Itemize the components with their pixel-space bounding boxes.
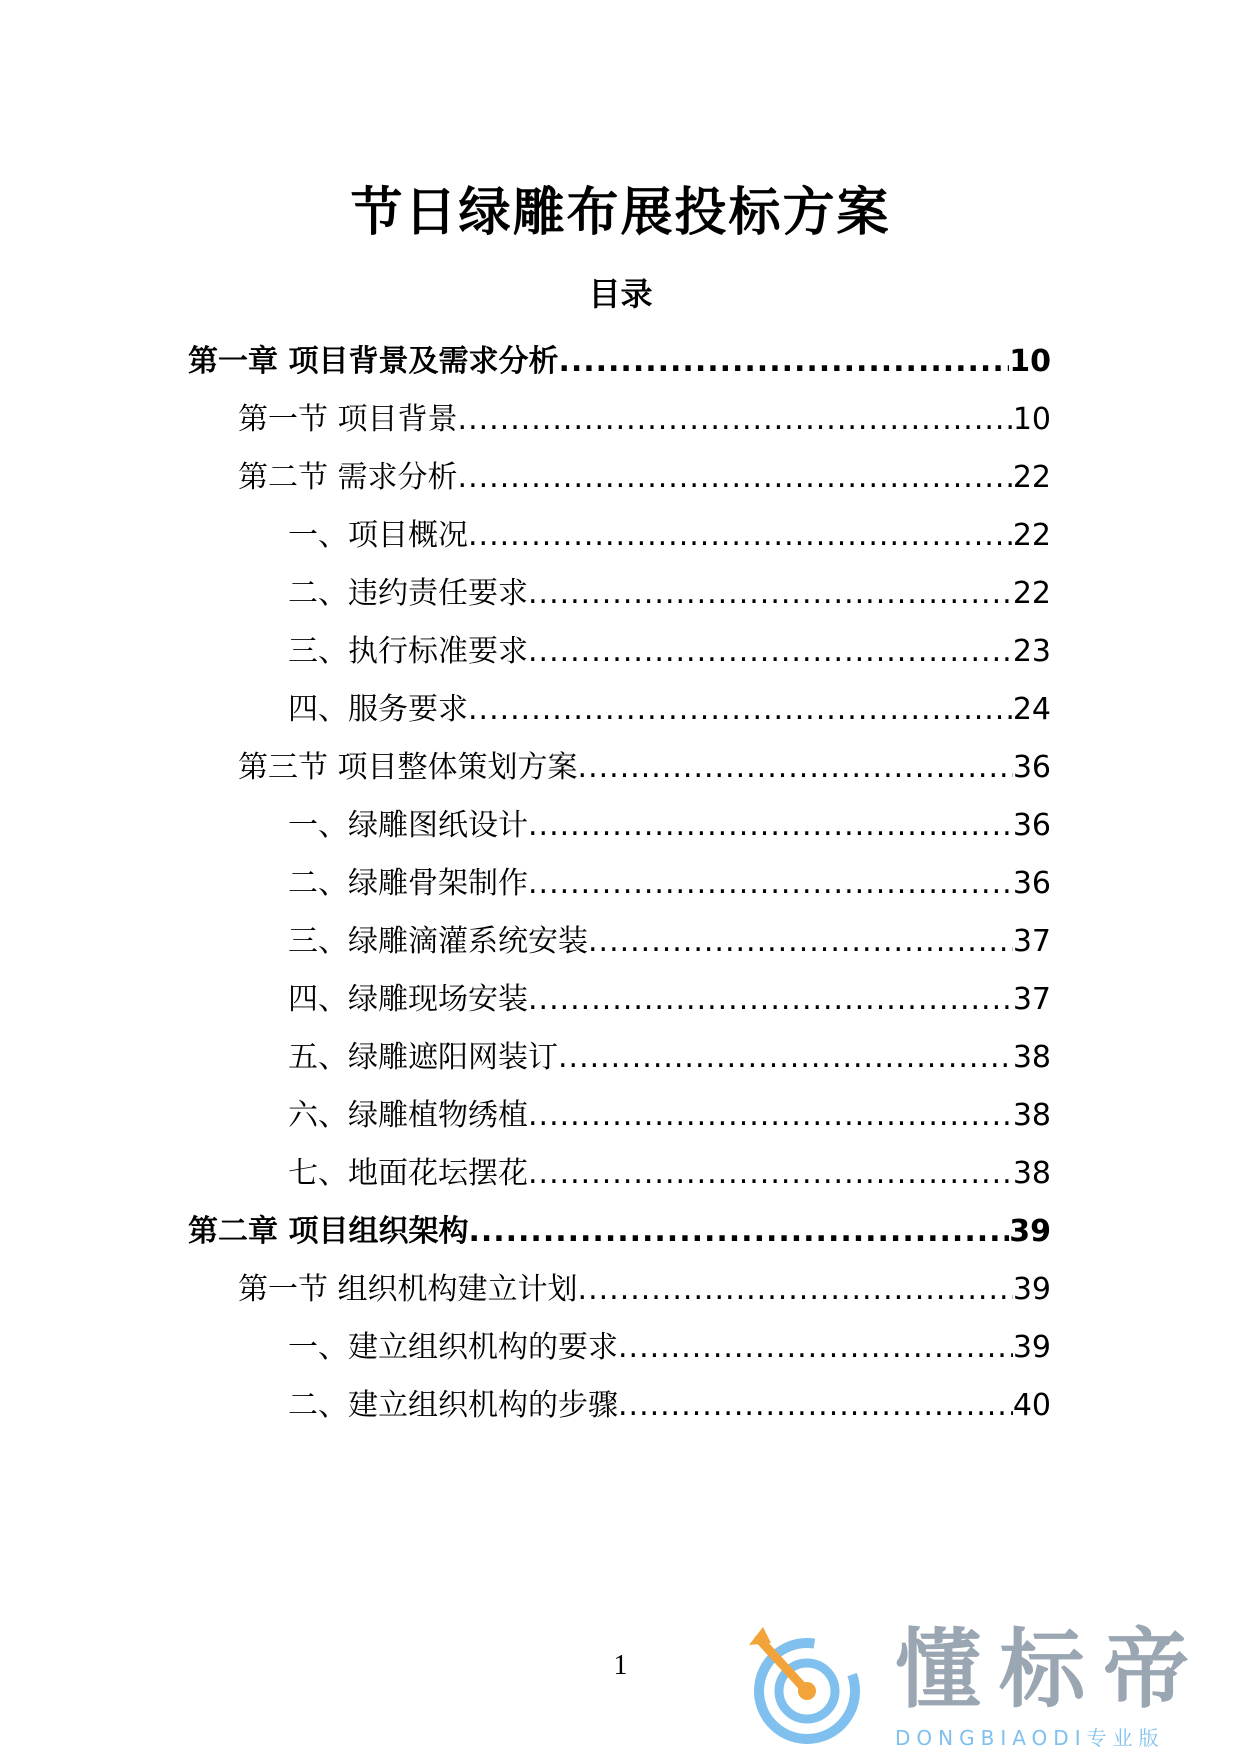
toc-entry-label: 一、建立组织机构的要求 [288, 1330, 618, 1365]
toc-entry-page: 23 [1012, 634, 1051, 669]
toc-entry-label: 第一节 组织机构建立计划 [238, 1272, 578, 1307]
toc-entry[interactable] [188, 1200, 1051, 1252]
toc-entry[interactable] [238, 1258, 1051, 1310]
toc-entry-label: 一、绿雕图纸设计 [288, 808, 528, 843]
toc-leader-dots [468, 1212, 1009, 1252]
toc-leader-dots [458, 400, 1013, 440]
toc-entry-page: 36 [1012, 750, 1051, 785]
toc-entry-label: 第三节 项目整体策划方案 [238, 750, 578, 785]
toc-entry-page: 40 [1012, 1388, 1051, 1423]
toc-entry-page: 10 [1012, 402, 1051, 437]
watermark-logo [745, 1615, 1215, 1754]
toc-entry[interactable] [288, 910, 1051, 962]
toc-entry[interactable] [238, 736, 1051, 788]
toc-entry[interactable] [288, 562, 1051, 614]
watermark-sub: DONGBIAODI专业版 [895, 1726, 1165, 1750]
toc-entry-label: 六、绿雕植物绣植 [288, 1098, 528, 1133]
toc-leader-dots [578, 748, 1013, 788]
toc-leader-dots [528, 574, 1013, 614]
toc-entry-page: 10 [1009, 344, 1051, 379]
toc-entry-label: 三、绿雕滴灌系统安装 [288, 924, 588, 959]
toc-leader-dots [528, 806, 1013, 846]
toc-entry-page: 39 [1012, 1272, 1051, 1307]
toc-entry[interactable] [288, 1374, 1051, 1426]
toc-entry-page: 22 [1012, 518, 1051, 553]
toc-entry-page: 39 [1009, 1214, 1051, 1249]
toc-leader-dots [618, 1328, 1013, 1368]
toc-leader-dots [468, 690, 1013, 730]
toc-leader-dots [618, 1386, 1013, 1426]
toc-entry-label: 第二节 需求分析 [238, 460, 458, 495]
toc-entry-label: 二、建立组织机构的步骤 [288, 1388, 618, 1423]
toc-entry-label: 二、违约责任要求 [288, 576, 528, 611]
toc-leader-dots [588, 922, 1013, 962]
toc-entry-label: 三、执行标准要求 [288, 634, 528, 669]
toc-entry-page: 38 [1012, 1098, 1051, 1133]
toc-entry[interactable] [288, 1026, 1051, 1078]
toc-entry-page: 36 [1012, 866, 1051, 901]
toc-entry[interactable] [288, 1142, 1051, 1194]
toc-entry-label: 第二章 项目组织架构 [188, 1214, 469, 1249]
toc-leader-dots [528, 864, 1013, 904]
toc-entry-page: 37 [1012, 982, 1051, 1017]
toc-entry-page: 38 [1012, 1156, 1051, 1191]
toc-leader-dots [528, 632, 1013, 672]
toc-entry-label: 五、绿雕遮阳网装订 [288, 1040, 558, 1075]
toc-entry-page: 24 [1012, 692, 1051, 727]
page-number: 1 [613, 1650, 628, 1681]
toc-entry[interactable] [288, 620, 1051, 672]
document-title: 节日绿雕布展投标方案 [350, 183, 891, 243]
toc-entry[interactable] [288, 794, 1051, 846]
toc-heading: 目录 [588, 275, 653, 313]
toc-entry-page: 39 [1012, 1330, 1051, 1365]
toc-leader-dots [458, 458, 1013, 498]
toc-leader-dots [528, 1096, 1013, 1136]
toc-entry[interactable] [238, 388, 1051, 440]
toc-entry-label: 四、服务要求 [288, 692, 468, 727]
toc-entry-page: 22 [1012, 460, 1051, 495]
toc-entry-label: 七、地面花坛摆花 [288, 1156, 528, 1191]
toc-entry[interactable] [288, 504, 1051, 556]
target-arrow-icon [745, 1623, 865, 1748]
toc-leader-dots [528, 1154, 1013, 1194]
watermark-brand: 懂标帝 [895, 1620, 1207, 1720]
toc-entry-label: 第一节 项目背景 [238, 402, 458, 437]
toc-entry-label: 第一章 项目背景及需求分析 [188, 344, 559, 379]
toc-entry-page: 36 [1012, 808, 1051, 843]
toc-leader-dots [558, 1038, 1013, 1078]
toc-entry[interactable] [288, 852, 1051, 904]
toc-entry-label: 二、绿雕骨架制作 [288, 866, 528, 901]
toc-leader-dots [468, 516, 1013, 556]
toc-leader-dots [578, 1270, 1013, 1310]
toc-entry-label: 一、项目概况 [288, 518, 468, 553]
toc-entry-page: 38 [1012, 1040, 1051, 1075]
toc-leader-dots [558, 342, 1009, 382]
toc-entry[interactable] [188, 330, 1051, 382]
toc-entry[interactable] [288, 1084, 1051, 1136]
toc-leader-dots [528, 980, 1013, 1020]
toc-entry-page: 22 [1012, 576, 1051, 611]
toc-entry-page: 37 [1012, 924, 1051, 959]
toc-entry-label: 四、绿雕现场安装 [288, 982, 528, 1017]
toc-entry[interactable] [238, 446, 1051, 498]
toc-entry[interactable] [288, 1316, 1051, 1368]
toc-entry[interactable] [288, 678, 1051, 730]
toc-entry[interactable] [288, 968, 1051, 1020]
